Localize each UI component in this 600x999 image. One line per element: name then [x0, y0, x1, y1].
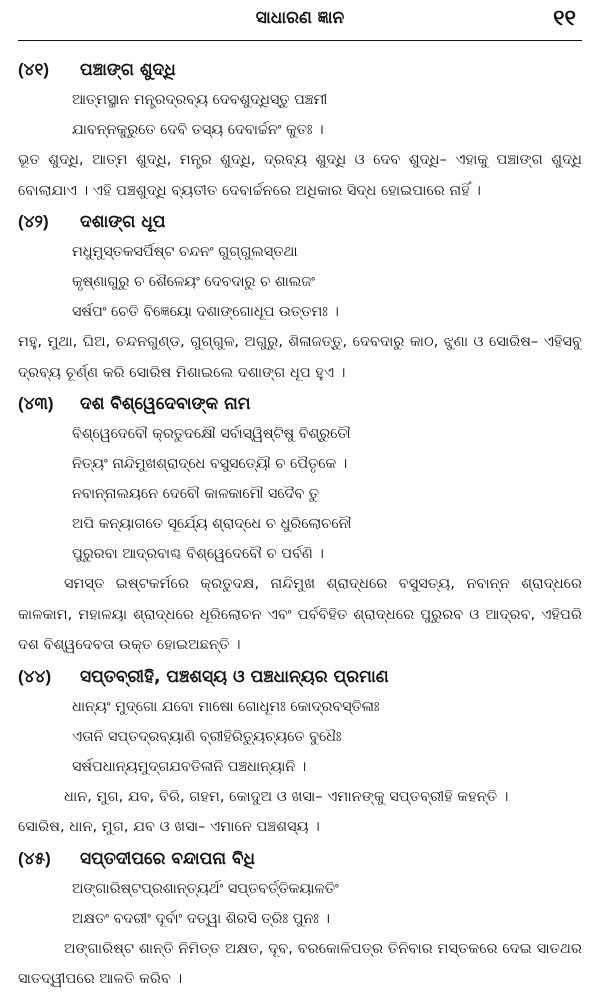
section-42 [18, 206, 582, 388]
verse-line: ଅଙ୍ଗାରିଷ୍ଟପ୍ରଶାନ୍ତ୍ୟର୍ଥଂ ସପ୍ତବର୍ତ୍ତିକୟାଳତିଂ [72, 880, 339, 897]
section-number: (୪୧) [18, 60, 50, 79]
section-number: (୪୩) [18, 394, 54, 413]
verse-line: ପୁରୁରବା ଆଦ୍ରବାଶ୍ଚ ବିଶ୍ୱେଦେବୌ ଚ ପର୍ବଣି । [72, 546, 324, 562]
verse-line: କୃଷ୍ଣାଗୁରୁ ଚ ଶୈଳେୟଂ ଦେବଦାରୁ ଚ ଶାଲଜଂ [72, 274, 315, 290]
prose-paragraph: ଭୂତ ଶୁଦ୍ଧି, ଆତ୍ମ ଶୁଦ୍ଧି, ମନ୍ତ୍ର ଶୁଦ୍ଧି, ଦ୍ରବ୍ୟ ଶୁଦ୍ଧି ଓ ଦେବ ଶୁଦ୍ଧି– ଏହାକୁ ପଞ୍ଚାଙ୍ଗ ଶୁଦ୍ଧି ବୋଲାଯାଏ । ଏହି ପଞ୍ଚଶୁଦ୍ଧି ବ୍ୟତୀତ ଦେବାର୍ଚ୍ଚନରେ ଅଧିକାର ସିଦ୍ଧ ହୋଇପାରେ ନାହିଁ । [18, 151, 582, 199]
section-heading [18, 54, 582, 85]
section-title: ଦଶାଙ୍ଗ ଧୂପ [80, 212, 166, 232]
prose-paragraph: ସମସ୍ତ ଇଷ୍ଟକର୍ମରେ କ୍ରତୁଦକ୍ଷ, ନାନ୍ଦିମୁଖ ଶ୍ରାଦ୍ଧରେ ବସୁସତ୍ୟ, ନବାନ୍ନ ଶ୍ରାଦ୍ଧରେ କାଳକାମ, ମହାଳୟା ଶ୍ରାଦ୍ଧରେ ଧୂରିଲୋଚନ ଏବଂ ପର୍ବବିହିତ ଶ୍ରାଦ୍ଧରେ ପୁରୁରବ ଓ ଆଦ୍ରବ, ଏହିପରି ଦଶ ବିଶ୍ୱଦେବତା ଉକ୍ତ ହୋଇଅଛନ୍ତି । [18, 575, 582, 653]
verse-line: ଆତ୍ମସ୍ଥାନ ମନ୍ତ୍ରଦ୍ରବ୍ୟ ଦେବଶୁଦ୍ଧିସ୍ତୁ ପଞ୍ଚମୀ [72, 92, 328, 108]
section-heading [18, 206, 582, 237]
section-title: ସପ୍ତଦୀପରେ ବନ୍ଦାପନା ବିଧି [80, 848, 256, 869]
verse-line: ନିତ୍ୟଂ ନାନ୍ଦିମୁଖଶ୍ରାଦ୍ଧେ ବସୁସତ୍ୟୌ ଚ ପୈତୃକେ । [72, 456, 348, 472]
running-title: ସାଧାରଣ ଜ୍ଞାନ [255, 8, 345, 28]
verse-line: ସର୍ଷପଂ ଚେତି ବିଜ୍ଞେୟୋ ଦଶାଙ୍ଗୋଧୂପ ଉତ୍ତମଃ । [72, 304, 339, 320]
section-heading [18, 388, 582, 419]
verse-line: ଅପି କନ୍ୟାଗତେ ସୂର୍ଯ୍ୟେ ଶ୍ରାଦ୍ଧେ ଚ ଧୁରିଲୋଚନୌ [72, 516, 352, 532]
page-content [18, 54, 582, 995]
header-rule [18, 40, 582, 41]
verse-line: ସର୍ଷପଧାନ୍ୟମୁଦ୍‌ଗଯବତିଳାନି ପଞ୍ଚଧାନ୍ୟାନି । [72, 758, 307, 775]
section-number: (୪୨) [18, 212, 49, 231]
verse-line: ନବାନ୍ନାଲୟନେ ଦେବୌ କାଳକାମୌ ସଦୈବ ତୁ [72, 486, 319, 502]
prose-line: ଧାନ, ମୁଗ, ଯବ, ବିରି, ଗହମ, କୋଦୁଅ ଓ ଖସା– ଏମାନଙ୍କୁ ସପ୍ତବ୍ରୀହି କହନ୍ତି । [64, 787, 509, 805]
section-heading [18, 661, 582, 692]
section-heading [18, 843, 582, 874]
section-title: ପଞ୍ଚାଙ୍ଗ ଶୁଦ୍ଧି [80, 60, 176, 80]
page-header [18, 6, 582, 36]
prose-line: ସୋରିଷ, ଧାନ, ମୁଗ, ଯବ ଓ ଖସା– ଏମାନେ ପଞ୍ଚଶସ୍ୟ । [18, 818, 320, 835]
verse-line: ଧାନ୍ୟଂ ମୁଦ୍‌ଗୋ ଯବୋ ମାଷୋ ଗୋଧୂମଃ କୋଦ୍ରବସ୍ତିଳାଃ [72, 698, 380, 715]
verse-line: ଯାବନ୍ନକୁରୁତେ ଦେବି ତସ୍ୟ ଦେବାର୍ଚ୍ଚନଂ କୁତଃ । [72, 122, 324, 138]
section-title: ସପ୍ତବ୍ରୀହି, ପଞ୍ଚଶସ୍ୟ ଓ ପଞ୍ଚଧାନ୍ୟର ପ୍ରମାଣ [80, 666, 389, 687]
verse-line: ମଧୁମୁସ୍ତକସର୍ପିଷ୍ଟ ଚନ୍ଦନଂ ଗୁଗ୍‌ଗୁଲସ୍ତଥା [72, 244, 298, 260]
section-43 [18, 388, 582, 661]
section-number: (୪୫) [18, 848, 51, 868]
verse-line: ଏତାନି ସପ୍ତଦ୍ରବ୍ୟାଣି ବ୍ରୀହିରିତ୍ୟୁଚ୍ୟତେ ବୁଧୈଃ [72, 728, 342, 745]
section-45 [18, 843, 582, 995]
page-number: ୧୧ [553, 6, 576, 31]
section-title: ଦଶ ବିଶ୍ୱେଦେବାଙ୍କ ନାମ [80, 394, 251, 414]
verse-line: ବିଶ୍ୱେଦେବୌ କ୍ରତୁଦକ୍ଷୌ ସର୍ବାସ୍ୱିଷ୍ଟିଷୁ ବିଶ୍ରୁତୌ [72, 426, 351, 442]
section-44 [18, 661, 582, 843]
section-41 [18, 54, 582, 206]
section-number: (୪୪) [18, 666, 52, 686]
prose-paragraph: ଅଙ୍ଗାରିଷ୍ଟ ଶାନ୍ତି ନିମିତ୍ତ ଅକ୍ଷତ, ଦୂବ, ବରକୋଳିପତ୍ର ତିନିବାର ମସ୍ତକରେ ଦେଇ ସାତଥର ସାତଦ୍ୱୀପରେ ଆଳତି କରିବ । [18, 939, 582, 987]
prose-paragraph: ମହୁ, ମୁଥା, ଘିଅ, ଚନ୍ଦନଗୁଣ୍ଡ, ଗୁଗ୍‌ଗୁଳ, ଅଗୁରୁ, ଶିଳାଜତ୍ତୁ, ଦେବଦାରୁ କାଠ, ଝୁଣା ଓ ସୋରିଷ– ଏହିସବୁ ଦ୍ରବ୍ୟ ଚୂର୍ଣ୍ଣ କରି ସୋରିଷ ମିଶାଇଲେ ଦଶାଙ୍ଗ ଧୂପ ହୁଏ । [18, 333, 582, 381]
verse-line: ଅକ୍ଷତଂ ବଦରୀଂ ଦୂର୍ବାଂ ଦତ୍ୱା ଶିରସି ତ୍ରିଃ ପୁନଃ । [72, 910, 330, 927]
